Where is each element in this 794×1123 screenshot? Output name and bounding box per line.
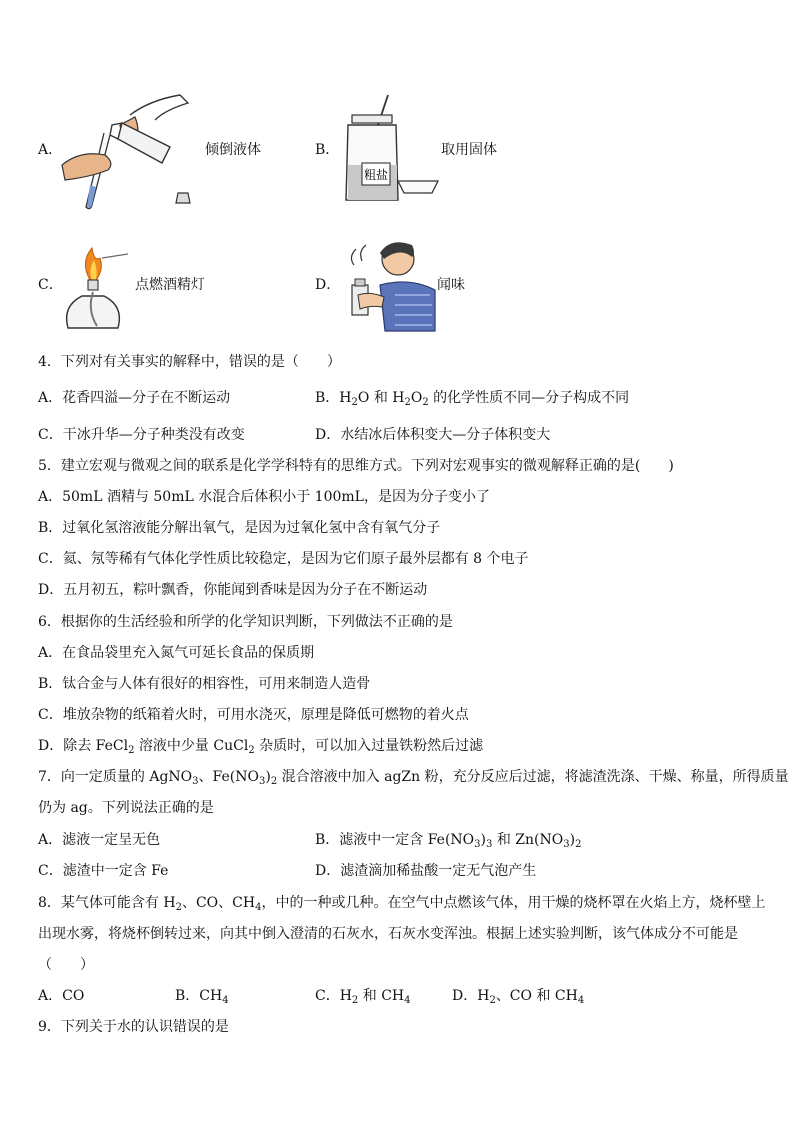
option-letter: D． xyxy=(315,277,341,293)
option-caption: 取用固体 xyxy=(441,142,497,158)
option-letter: C． xyxy=(38,277,63,293)
q4-option-d: D．水结冰后体积变大—分子体积变大 xyxy=(315,427,551,443)
q7-option-d: D．滤渣滴加稀盐酸一定无气泡产生 xyxy=(315,863,537,879)
option-letter: B． xyxy=(315,142,340,158)
q5-option-b: B．过氧化氢溶液能分解出氧气，是因为过氧化氢中含有氧气分子 xyxy=(38,520,441,536)
q6-option-a: A．在食品袋里充入氮气可延长食品的保质期 xyxy=(38,645,315,661)
q8-stem-line1: 8．某气体可能含有 $H_2$、CO、$CH_4$，中的一种或几种。在空气中点燃该气体，用干燥的烧杯罩在火焰上方，烧杯壁上 xyxy=(38,895,766,913)
option-letter: A． xyxy=(38,142,63,158)
jar-label: 粗盐 xyxy=(363,168,389,182)
q6-option-c: C．堆放杂物的纸箱着火时，可用水浇灭，原理是降低可燃物的着火点 xyxy=(38,707,469,723)
option-caption: 闻味 xyxy=(437,277,465,293)
q7-option-a: A．滤液一定呈无色 xyxy=(38,832,161,848)
q8-option-a: A．CO xyxy=(38,988,85,1004)
q4-option-b: B．$H_2O$ 和 $H_2O_2$ 的化学性质不同—分子构成不同 xyxy=(315,390,630,408)
q6-option-d: D．除去 FeCl$_2$ 溶液中少量 CuCl$_2$ 杂质时，可以加入过量铁粉然后过滤 xyxy=(38,738,484,756)
take-solid-icon xyxy=(340,95,450,205)
alcohol-lamp-icon xyxy=(62,240,132,332)
q8-option-d: D．$H_2$、CO 和 $CH_4$ xyxy=(452,988,585,1006)
q8-stem-line2: 出现水雾，将烧杯倒转过来，向其中倒入澄清的石灰水，石灰水变浑浊。根据上述实验判断，该气体成分不可能是 xyxy=(38,926,738,942)
q4-option-c: C．干冰升华—分子种类没有改变 xyxy=(38,427,245,443)
q6-option-b: B．钛合金与人体有很好的相容性，可用来制造人造骨 xyxy=(38,676,371,692)
q8-option-b: B．$CH_4$ xyxy=(175,988,229,1006)
q7-option-b: B．滤液中一定含 $Fe(NO_3)_3$ 和 $Zn(NO_3)_2$ xyxy=(315,832,582,850)
q5-option-a: A．50mL 酒精与 50mL 水混合后体积小于 100mL，是因为分子变小了 xyxy=(38,489,490,505)
q9-stem: 9．下列关于水的认识错误的是 xyxy=(38,1019,229,1035)
option-caption: 倾倒液体 xyxy=(205,142,261,158)
q5-stem: 5．建立宏观与微观之间的联系是化学学科特有的思维方式。下列对宏观事实的微观解释正确的是( ) xyxy=(38,458,674,474)
q5-option-c: C．氦、氖等稀有气体化学性质比较稳定，是因为它们原子最外层都有 8 个电子 xyxy=(38,551,529,567)
q8-stem-line3: （ ） xyxy=(38,957,94,973)
q5-option-d: D．五月初五，粽叶飘香，你能闻到香味是因为分子在不断运动 xyxy=(38,582,428,598)
q4-option-a: A．花香四溢—分子在不断运动 xyxy=(38,390,231,406)
pour-liquid-icon xyxy=(60,95,200,210)
option-caption: 点燃酒精灯 xyxy=(135,277,205,293)
q7-stem-line1: 7．向一定质量的 AgNO$_3$、$Fe(NO_3)_2$ 混合溶液中加入 agZn 粉，充分反应后过滤，将滤渣洗涤、干燥、称量，所得质量 xyxy=(38,769,789,787)
smell-icon xyxy=(340,235,440,333)
q4-stem: 4．下列对有关事实的解释中，错误的是（ ） xyxy=(38,354,341,370)
q6-stem: 6．根据你的生活经验和所学的化学知识判断，下列做法不正确的是 xyxy=(38,614,453,630)
q8-option-c: C．$H_2$ 和 $CH_4$ xyxy=(315,988,411,1006)
q7-stem-line2: 仍为 ag。下列说法正确的是 xyxy=(38,800,214,816)
q7-option-c: C．滤渣中一定含 Fe xyxy=(38,863,169,879)
